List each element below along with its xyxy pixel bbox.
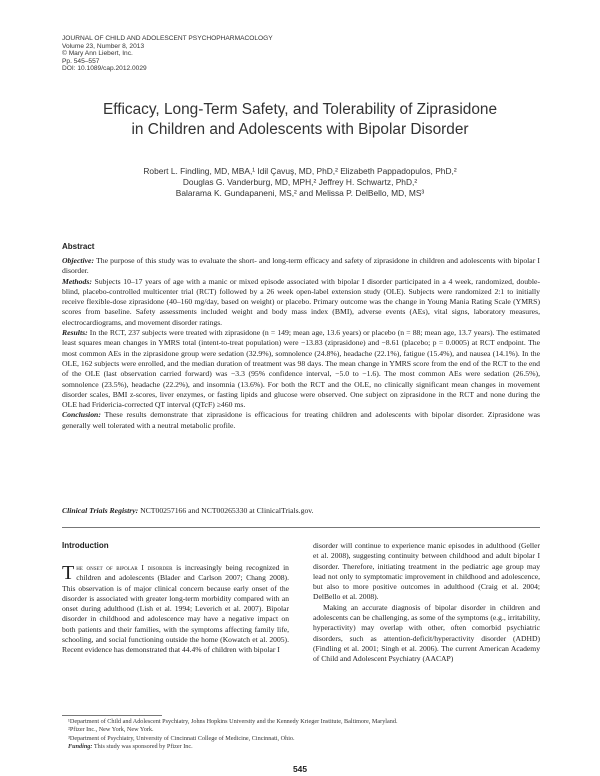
objective-label: Objective: — [62, 256, 95, 265]
intro-column-left — [62, 563, 289, 656]
introduction-heading: Introduction — [62, 541, 109, 550]
section-divider — [62, 527, 540, 528]
journal-name: JOURNAL OF CHILD AND ADOLESCENT PSYCHOPHARMACOLOGY — [62, 35, 273, 42]
journal-volume: Volume 23, Number 8, 2013 — [62, 42, 145, 50]
intro-paragraph-1 — [62, 563, 289, 656]
intro-col1-text: is increasingly being recognized in children and adolescents (Blader and Carlson 2007; Chang 2008). This observation is of major clinical concern because early onset of the disorder is associated with greater long-term morbidity compared with an onset during adulthood (Lish et al. 1994; Leverich et al. 2007). Bipolar disorder in childhood and adolescence may have a negative impact on both patients and their families, with the symptoms affecting family life, schooling, and social functioning outside the home (Kowatch et al. 2005). Recent evidence has demonstrated that 44.4% of children with bipolar I — [62, 563, 289, 655]
conclusion-text: These results demonstrate that ziprasidone is efficacious for treating children and adolescents with bipolar disorder. Ziprasidone was generally well tolerated with a neutral metabolic profile. — [62, 410, 540, 430]
methods-text: Subjects 10–17 years of age with a manic or mixed episode associated with bipolar I disorder participated in a 4 week, randomized, double-blind, placebo-controlled multicenter trial (RCT) followed by a 26 week open-label extension study (OLE). Subjects were randomized 2:1 to initially receive flexible-dose ziprasidone (40–160 mg/day, based on weight) or placebo. Primary outcome was the change in Young Mania Rating Scale (YMRS) scores from baseline. Safety assessments included weight and body mass index (BMI), adverse events (AEs), vital signs, laboratory measures, electrocardiograms, and movement disorder ratings. — [62, 276, 541, 327]
title-line-2: in Children and Adolescents with Bipolar Disorder — [131, 121, 469, 138]
authors-line-1: Robert L. Findling, MD, MBA,¹ Idil Çavuş, MD, PhD,² Elizabeth Pappadopulos, PhD,² — [143, 166, 457, 176]
conclusion-label: Conclusion: — [62, 410, 101, 420]
abstract-results — [62, 328, 540, 410]
article-title — [40, 100, 560, 140]
intro-smallcaps: he onset of bipolar I disorder — [76, 563, 173, 572]
footnote-1: ¹Department of Child and Adolescent Psychiatry, Johns Hopkins University and the Kennedy Krieger Institute, Baltimore, Maryland. — [68, 718, 398, 725]
footnotes — [62, 718, 540, 751]
intro-column-right — [313, 541, 540, 665]
page-range: Pp. 545–557 — [62, 57, 100, 65]
page-number: 545 — [293, 764, 307, 774]
registry-label: Clinical Trials Registry: — [62, 506, 139, 515]
abstract-body — [62, 256, 540, 431]
authors-line-2: Douglas G. Vanderburg, MD, MPH,² Jeffrey H. Schwartz, PhD,² — [182, 177, 418, 187]
abstract-heading: Abstract — [62, 242, 95, 251]
title-line-1: Efficacy, Long-Term Safety, and Tolerability of Ziprasidone — [102, 101, 498, 118]
registry-text: NCT00257166 and NCT00265330 at ClinicalTrials.gov. — [140, 506, 314, 515]
author-list — [40, 166, 560, 199]
results-label: Results: — [62, 328, 88, 338]
copyright: © Mary Ann Liebert, Inc. — [62, 50, 133, 58]
journal-header — [62, 35, 273, 73]
abstract-conclusion — [62, 410, 540, 431]
footnote-2: ²Pfizer Inc., New York, New York. — [68, 726, 154, 734]
methods-label: Methods: — [62, 276, 92, 286]
intro-col2-paragraph-1: disorder will continue to experience manic episodes in adulthood (Geller et al. 2008), suggesting continuity between childhood and adult bipolar I disorder. Therefore, initiating treatment in the pediatric age group may lead not only to symptomatic improvement in childhood and adolescence, but also to more positive outcomes in adulthood (Craig et al. 2004; DelBello et al. 2008). — [313, 541, 540, 602]
trial-registry — [62, 506, 314, 515]
abstract-methods — [62, 277, 540, 328]
authors-line-3: Balarama K. Gundapaneni, MS,² and Melissa P. DelBello, MD, MS³ — [175, 188, 425, 198]
doi: DOI: 10.1089/cap.2012.0029 — [62, 65, 147, 73]
objective-text: The purpose of this study was to evaluate the short- and long-term efficacy and safety of ziprasidone in children and adolescents with bipolar I disorder. — [62, 256, 540, 276]
footnote-3: ³Department of Psychiatry, University of Cincinnati College of Medicine, Cincinnati, Ohio. — [68, 734, 295, 742]
footnote-divider — [62, 715, 162, 716]
abstract-objective — [62, 256, 540, 277]
funding-text: This study was sponsored by Pfizer Inc. — [93, 742, 193, 750]
results-text: In the RCT, 237 subjects were treated with ziprasidone (n = 149; mean age, 13.6 years) or placebo (n = 88; mean age, 13.7 years). The estimated least squares mean changes in YMRS total (intent-to-treat population) were −13.83 (ziprasidone) and −8.61 (placebo; p = 0.0005) at RCT endpoint. The most common AEs in the ziprasidone group were sedation (32.9%), somnolence (24.8%), headache (22.1%), fatigue (15.4%), and nausea (14.1%). In the OLE, 162 subjects were enrolled, and the median duration of treatment was 98 days. The mean change in YMRS score from the end of the RCT to the end of the OLE (last observation carried forward) was −3.3 (95% confidence interval, −5.0 to −1.6). The most common AEs were sedation (26.5%), somnolence (23.5%), headache (22.2%), and insomnia (13.6%). For both the RCT and the OLE, no clinically significant mean changes in movement disorder scales, BMI z-scores, liver enzymes, or fasting lipids and glucose were observed. One subject on ziprasidone in the RCT and none during the OLE had Fridericia-corrected QT interval (QTcF) ≥460 ms. — [62, 328, 540, 410]
funding-label: Funding: — [68, 742, 93, 750]
funding-note — [62, 743, 540, 751]
drop-cap: T — [62, 562, 75, 584]
intro-col2-paragraph-2: Making an accurate diagnosis of bipolar disorder in children and adolescents can be challenging, as some of the symptoms (e.g., irritability, hyperactivity) may overlap with other, often comorbid psychiatric disorders, such as attention-deficit/hyperactivity disorder (ADHD) (Findling et al. 2001; Singh et al. 2006). The current American Academy of Child and Adolescent Psychiatry (AACAP) — [313, 602, 540, 664]
